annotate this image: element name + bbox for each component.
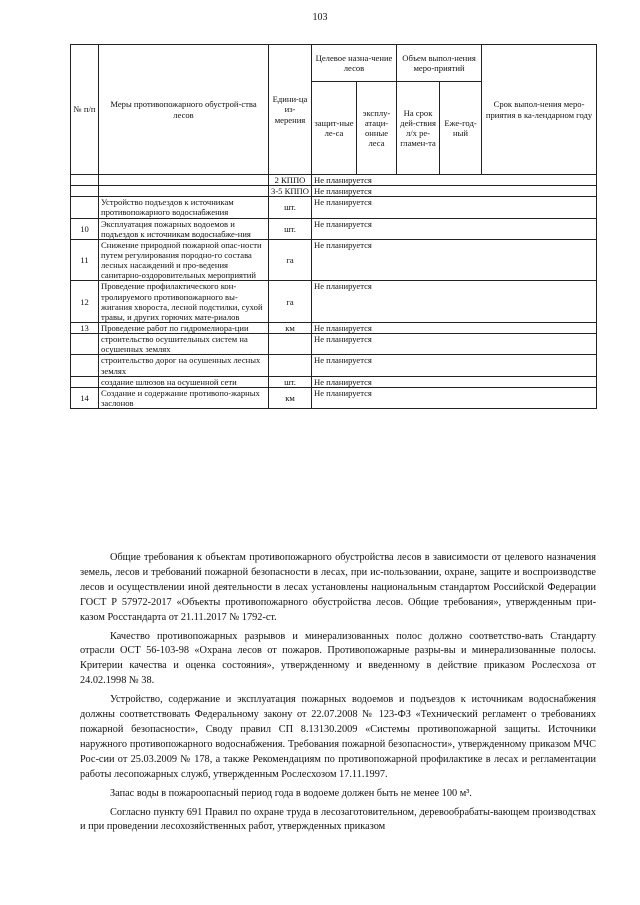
row-unit: га [269, 239, 312, 281]
row-measure: Эксплуатация пожарных водоемов и подъездов к источникам водоснабже-ния [99, 218, 269, 239]
row-num [71, 197, 99, 218]
page-number: 103 [312, 12, 328, 23]
row-unit: 2 КППО [269, 175, 312, 186]
row-num: 10 [71, 218, 99, 239]
header-per-term: На срок дей-ствия л/х ре-гламен-та [397, 82, 440, 175]
header-annual: Еже-год-ный [440, 82, 482, 175]
body-text [80, 551, 596, 835]
row-measure [99, 175, 269, 186]
table-row [71, 322, 597, 333]
row-num [71, 376, 99, 387]
row-unit: шт. [269, 197, 312, 218]
row-unit: 3-5 КППО [269, 186, 312, 197]
table-row [71, 218, 597, 239]
paragraph-gost: Общие требования к объектам противопожарного обустройства лесов в зависимости от целевого назначения земель, лесов и требований пожарной безопасности в лесах, при ис-пользовании, охране, защите и воспроизводстве лесов и осуществлении иной деятельности в лесах установлены национальным стандартом Российской Федерации ГОСТ Р 57972-2017 «Объекты противопожарного обустройства лесов. Общие требования», утвержденным при-казом Росстандарта от 21.11.2017 № 1792-ст. [80, 552, 596, 623]
row-value: Не планируется [312, 239, 597, 281]
paragraph-labor-rules: Согласно пункту 691 Правил по охране труда в лесозаготовительном, деревообрабаты-вающем производствах и при проведении лесохозяйственных работ, утвержденных приказом [80, 806, 596, 833]
paragraph-water-supply: Устройство, содержание и эксплуатация пожарных водоемов и подъездов к источникам водоснабжения должны соответствовать Федеральному закону от 22.07.2008 № 123-ФЗ «Технический регламент о требованиях пожарной безопасности», Своду правил СП 8.13130.2009 «Системы противопожарной защиты. Источники наружного противопожарного водоснабжения. Требования пожарной безопасности», утвержденному приказом МЧС Рос-сии от 25.03.2009 № 178, а также Рекомендациям по противопожарной профилактике в лесах и регламентации работы лесопожарных служб, утвержденным Рослесхозом 17.11.1997. [80, 694, 596, 780]
row-measure: Создание и содержание противопо-жарных заслонов [99, 387, 269, 408]
row-value: Не планируется [312, 387, 597, 408]
row-value: Не планируется [312, 355, 597, 376]
row-unit [269, 334, 312, 355]
row-value: Не планируется [312, 218, 597, 239]
row-measure: Устройство подъездов к источникам противопожарного водоснабжения [99, 197, 269, 218]
table-row [71, 281, 597, 323]
row-value: Не планируется [312, 334, 597, 355]
row-unit: шт. [269, 218, 312, 239]
header-protective: защит-ные ле-са [312, 82, 357, 175]
row-unit: км [269, 322, 312, 333]
table-row [71, 376, 597, 387]
row-measure: строительство дорог на осушенных лесных землях [99, 355, 269, 376]
paragraph-water-reserve: Запас воды в пожароопасный период года в водоеме должен быть не менее 100 м³. [110, 787, 472, 799]
fire-measures-table [70, 44, 597, 409]
row-measure: строительство осушительных систем на осушенных землях [99, 334, 269, 355]
table-row [71, 175, 597, 186]
table-row [71, 355, 597, 376]
row-num: 12 [71, 281, 99, 323]
row-unit: км [269, 387, 312, 408]
header-deadline: Срок выпол-нения меро-приятия в ка-лендарном году [482, 45, 597, 175]
table-row [71, 334, 597, 355]
row-value: Не планируется [312, 322, 597, 333]
table-row [71, 197, 597, 218]
row-num [71, 355, 99, 376]
row-measure: Проведение профилактического кон-тролируемого противопожарного вы-жигания хвороста, лесной подстилки, сухой травы, и других горючих мате-риалов [99, 281, 269, 323]
header-unit: Едини-ца из-мерения [269, 45, 312, 175]
row-measure: Снижение природной пожарной опас-ности путем регулирования породно-го состава лесных насаждений и про-ведения санитарно-оздоровительных мероприятий [99, 239, 269, 281]
row-value: Не планируется [312, 281, 597, 323]
header-purpose: Целевое назна-чение лесов [312, 45, 397, 82]
row-num [71, 334, 99, 355]
table-row [71, 186, 597, 197]
header-volume: Объем выпол-нения меро-приятий [397, 45, 482, 82]
table-row [71, 387, 597, 408]
row-value: Не планируется [312, 376, 597, 387]
header-num: № п/п [71, 45, 99, 175]
row-unit: га [269, 281, 312, 323]
row-unit [269, 355, 312, 376]
row-measure: Проведение работ по гидромелиора-ции [99, 322, 269, 333]
row-num: 13 [71, 322, 99, 333]
table-row [71, 239, 597, 281]
header-exploitation: эксплу-атаци-онные леса [357, 82, 397, 175]
row-value: Не планируется [312, 186, 597, 197]
row-value: Не планируется [312, 197, 597, 218]
row-measure [99, 186, 269, 197]
row-value: Не планируется [312, 175, 597, 186]
row-num [71, 186, 99, 197]
row-num: 14 [71, 387, 99, 408]
row-num: 11 [71, 239, 99, 281]
paragraph-ost: Качество противопожарных разрывов и минерализованных полос должно соответство-вать Стандарту отрасли ОСТ 56-103-98 «Охрана лесов от пожаров. Противопожарные разры-вы и минерализованные полосы. Критерии качества и оценка состояния», утвержденному и введенному в действие приказом Рослесхоза от 24.02.1998 № 38. [80, 630, 596, 687]
row-measure: создание шлюзов на осушенной сети [99, 376, 269, 387]
row-unit: шт. [269, 376, 312, 387]
row-num [71, 175, 99, 186]
header-measures: Меры противопожарного обустрой-ства лесов [99, 45, 269, 175]
